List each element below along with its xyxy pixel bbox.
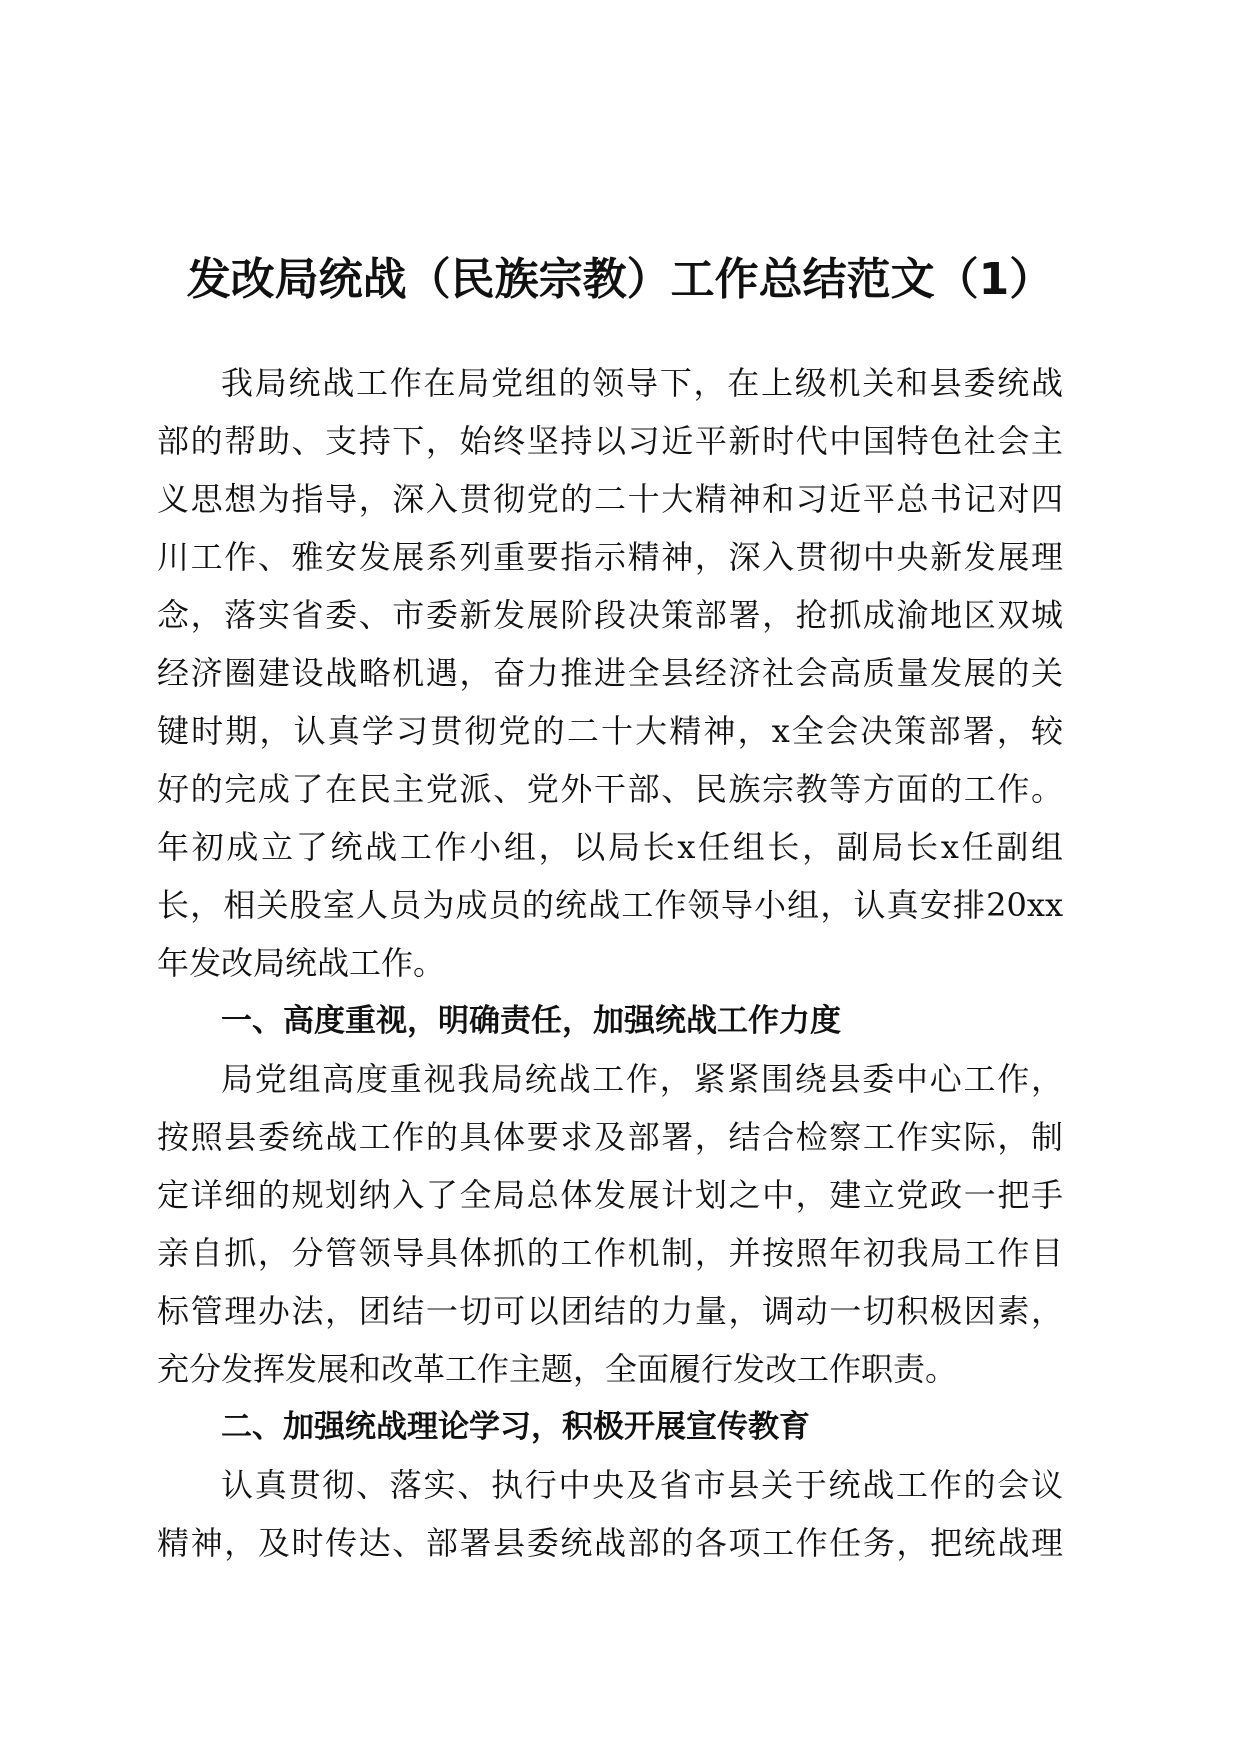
document-title: 发改局统战（民族宗教）工作总结范文（1） — [186, 254, 1054, 305]
paragraph-1-line: 经济圈建设战略机遇，奋力推进全县经济社会高质量发展的关 — [157, 654, 1063, 692]
paragraph-2-line: 按照县委统战工作的具体要求及部署，结合检察工作实际，制 — [157, 1118, 1063, 1156]
paragraph-3-line: 精神，及时传达、部署县委统战部的各项工作任务，把统战理 — [157, 1524, 1063, 1562]
paragraph-1-line: 年初成立了统战工作小组，以局长x任组长，副局长x任副组 — [157, 828, 1063, 866]
paragraph-3-line: 认真贯彻、落实、执行中央及省市县关于统战工作的会议 — [221, 1466, 1063, 1504]
paragraph-1-line: 念，落实省委、市委新发展阶段决策部署，抢抓成渝地区双城 — [157, 596, 1063, 634]
paragraph-2-line: 标管理办法，团结一切可以团结的力量，调动一切积极因素， — [157, 1292, 1063, 1330]
paragraph-2-line: 亲自抓，分管领导具体抓的工作机制，并按照年初我局工作目 — [157, 1234, 1063, 1272]
paragraph-1-line: 年发改局统战工作。 — [157, 944, 446, 982]
paragraph-1-line: 键时期，认真学习贯彻党的二十大精神，x全会决策部署，较 — [157, 712, 1063, 750]
paragraph-1-line: 部的帮助、支持下，始终坚持以习近平新时代中国特色社会主 — [157, 422, 1063, 460]
paragraph-1-line: 川工作、雅安发展系列重要指示精神，深入贯彻中央新发展理 — [157, 538, 1063, 576]
paragraph-2-line: 局党组高度重视我局统战工作，紧紧围绕县委中心工作， — [221, 1060, 1063, 1098]
paragraph-2-line: 充分发挥发展和改革工作主题，全面履行发改工作职责。 — [157, 1350, 958, 1388]
paragraph-1-line: 长，相关股室人员为成员的统战工作领导小组，认真安排20xx — [157, 886, 1063, 924]
paragraph-1-line: 我局统战工作在局党组的领导下，在上级机关和县委统战 — [221, 364, 1063, 402]
paragraph-1-line: 义思想为指导，深入贯彻党的二十大精神和习近平总书记对四 — [157, 480, 1063, 518]
section-heading-2: 二、加强统战理论学习，积极开展宣传教育 — [221, 1409, 810, 1445]
document-body — [157, 354, 1063, 1572]
paragraph-2-line: 定详细的规划纳入了全局总体发展计划之中，建立党政一把手 — [157, 1176, 1063, 1214]
paragraph-1-line: 好的完成了在民主党派、党外干部、民族宗教等方面的工作。 — [157, 770, 1063, 808]
section-heading-1: 一、高度重视，明确责任，加强统战工作力度 — [221, 1003, 841, 1039]
